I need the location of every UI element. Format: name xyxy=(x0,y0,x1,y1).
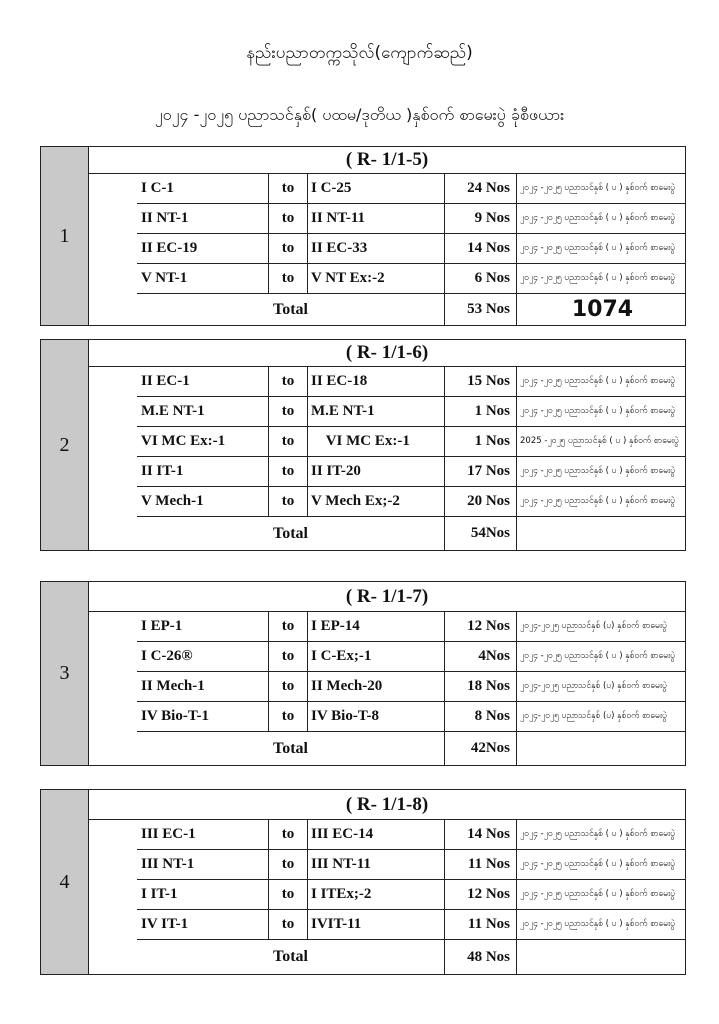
table-row xyxy=(137,457,685,487)
student-count: 11 Nos xyxy=(445,910,517,939)
room-block-4 xyxy=(40,789,686,975)
student-count: 6 Nos xyxy=(445,264,517,293)
roll-until: I C-Ex;-1 xyxy=(307,642,445,671)
student-count: 1 Nos xyxy=(445,397,517,426)
table-row xyxy=(137,427,685,457)
block-number: 1 xyxy=(41,147,89,325)
to-label: to xyxy=(281,373,295,389)
table-row xyxy=(137,397,685,427)
room-block-2 xyxy=(40,339,686,551)
student-count: 1 Nos xyxy=(445,427,517,456)
grand-total: 1074 xyxy=(571,297,634,322)
table-row xyxy=(137,234,685,264)
exam-note: ၂၀၂၄ -၂၀၂၅ ပညာသင်နှစ် ( ပ ) နှစ်ဝက် စာမေးပွဲ xyxy=(520,465,675,476)
table-row xyxy=(137,702,685,732)
table-row xyxy=(137,264,685,294)
exam-note: ၂၀၂၄ -၂၀၂၅ ပညာသင်နှစ် ( ပ ) နှစ်ဝက် စာမေးပွဲ xyxy=(520,405,675,416)
to-label: to xyxy=(281,648,295,664)
roll-from: M.E NT-1 xyxy=(137,397,269,426)
exam-note: ၂၀၂၄ -၂၀၂၅ ပညာသင်နှစ် ( ပ ) နှစ်ဝက် စာမေးပွဲ xyxy=(520,858,675,869)
total-label: Total xyxy=(137,517,445,550)
roll-until: II EC-33 xyxy=(307,234,445,263)
table-row xyxy=(137,204,685,234)
room-header: ( R- 1/1-5) xyxy=(89,147,685,174)
to-label: to xyxy=(281,618,295,634)
roll-until: III EC-14 xyxy=(307,820,445,849)
block-number: 3 xyxy=(41,582,89,765)
roll-from: I C-26® xyxy=(137,642,269,671)
to-label: to xyxy=(281,916,295,932)
student-count: 8 Nos xyxy=(445,702,517,731)
student-count: 12 Nos xyxy=(445,612,517,641)
roll-from: II Mech-1 xyxy=(137,672,269,701)
to-label: to xyxy=(281,678,295,694)
total-label: Total xyxy=(137,732,445,765)
to-label: to xyxy=(281,403,295,419)
block-number: 4 xyxy=(41,790,89,974)
roll-until: II NT-11 xyxy=(307,204,445,233)
to-label: to xyxy=(281,856,295,872)
exam-note: ၂၀၂၄-၂၀၂၅ ပညာသင်နှစ် (ပ) နှစ်ဝက် စာမေးပွဲ xyxy=(520,680,667,691)
total-empty-cell xyxy=(517,732,685,765)
student-count: 11 Nos xyxy=(445,850,517,879)
table-row xyxy=(137,820,685,850)
room-header: ( R- 1/1-8) xyxy=(89,790,685,820)
table-row xyxy=(137,174,685,204)
document-subtitle: ၂၀၂၄ -၂၀၂၅ ပညာသင်နှစ်( ပထမ/ဒုတိယ )နှစ်ဝက် စာမေးပွဲ ခုံစီဖယား xyxy=(154,105,565,124)
student-count: 24 Nos xyxy=(445,174,517,203)
to-label: to xyxy=(281,708,295,724)
total-row xyxy=(137,732,685,765)
roll-until: IV Bio-T-8 xyxy=(307,702,445,731)
roll-until: II EC-18 xyxy=(307,367,445,396)
table-row xyxy=(137,880,685,910)
room-header: ( R- 1/1-7) xyxy=(89,582,685,612)
total-label: Total xyxy=(137,940,445,974)
exam-note: ၂၀၂၄ -၂၀၂၅ ပညာသင်နှစ် ( ပ ) နှစ်ဝက် စာမေးပွဲ xyxy=(520,182,675,193)
student-count: 12 Nos xyxy=(445,880,517,909)
exam-note: ၂၀၂၄ -၂၀၂၅ ပညာသင်နှစ် ( ပ ) နှစ်ဝက် စာမေးပွဲ xyxy=(520,495,675,506)
total-count: 48 Nos xyxy=(445,940,517,974)
roll-from: V Mech-1 xyxy=(137,487,269,516)
student-count: 14 Nos xyxy=(445,234,517,263)
total-row xyxy=(137,294,685,325)
roll-from: III NT-1 xyxy=(137,850,269,879)
to-label: to xyxy=(281,826,295,842)
roll-from: IV Bio-T-1 xyxy=(137,702,269,731)
total-row xyxy=(137,940,685,974)
roll-until: I EP-14 xyxy=(307,612,445,641)
table-row xyxy=(137,910,685,940)
to-label: to xyxy=(281,210,295,226)
table-row xyxy=(137,367,685,397)
to-label: to xyxy=(281,886,295,902)
block-number: 2 xyxy=(41,340,89,550)
exam-note: ၂၀၂၄ -၂၀၂၅ ပညာသင်နှစ် ( ပ ) နှစ်ဝက် စာမေးပွဲ xyxy=(520,828,675,839)
exam-note: ၂၀၂၄ -၂၀၂၅ ပညာသင်နှစ် ( ပ ) နှစ်ဝက် စာမေးပွဲ xyxy=(520,375,675,386)
student-count: 4Nos xyxy=(445,642,517,671)
total-row xyxy=(137,517,685,550)
table-row xyxy=(137,850,685,880)
roll-from: II EC-1 xyxy=(137,367,269,396)
total-empty-cell xyxy=(517,940,685,974)
exam-note: ၂၀၂၄ -၂၀၂၅ ပညာသင်နှစ် ( ပ ) နှစ်ဝက် စာမေးပွဲ xyxy=(520,242,675,253)
roll-until: VI MC Ex:-1 xyxy=(307,427,445,456)
room-header: ( R- 1/1-6) xyxy=(89,340,685,367)
total-empty-cell xyxy=(517,517,685,550)
roll-until: V NT Ex:-2 xyxy=(307,264,445,293)
total-count: 53 Nos xyxy=(445,294,517,325)
student-count: 9 Nos xyxy=(445,204,517,233)
roll-from: VI MC Ex:-1 xyxy=(137,427,269,456)
exam-note: ၂၀၂၄ -၂၀၂၅ ပညာသင်နှစ် ( ပ ) နှစ်ဝက် စာမေးပွဲ xyxy=(520,918,675,929)
to-label: to xyxy=(281,433,295,449)
roll-until: II IT-20 xyxy=(307,457,445,486)
roll-until: V Mech Ex;-2 xyxy=(307,487,445,516)
exam-note: ၂၀၂၄ -၂၀၂၅ ပညာသင်နှစ် ( ပ ) နှစ်ဝက် စာမေးပွဲ xyxy=(520,212,675,223)
to-label: to xyxy=(281,493,295,509)
student-count: 15 Nos xyxy=(445,367,517,396)
table-row xyxy=(137,642,685,672)
roll-until: III NT-11 xyxy=(307,850,445,879)
roll-from: IV IT-1 xyxy=(137,910,269,939)
roll-from: I IT-1 xyxy=(137,880,269,909)
exam-note: 2025 -၂၀၂၅ ပညာသင်နှစ် ( ပ ) နှစ်ဝက် စာမေးပွဲ xyxy=(520,435,679,446)
student-count: 14 Nos xyxy=(445,820,517,849)
roll-until: I ITEx;-2 xyxy=(307,880,445,909)
roll-until: M.E NT-1 xyxy=(307,397,445,426)
roll-from: II NT-1 xyxy=(137,204,269,233)
to-label: to xyxy=(281,270,295,286)
table-row xyxy=(137,672,685,702)
roll-from: II EC-19 xyxy=(137,234,269,263)
exam-note: ၂၀၂၄ -၂၀၂၅ ပညာသင်နှစ် ( ပ ) နှစ်ဝက် စာမေးပွဲ xyxy=(520,650,675,661)
to-label: to xyxy=(281,180,295,196)
table-row xyxy=(137,487,685,517)
exam-note: ၂၀၂၄ -၂၀၂၅ ပညာသင်နှစ် ( ပ ) နှစ်ဝက် စာမေးပွဲ xyxy=(520,888,675,899)
roll-until: IVIT-11 xyxy=(307,910,445,939)
roll-from: V NT-1 xyxy=(137,264,269,293)
to-label: to xyxy=(281,240,295,256)
roll-until: I C-25 xyxy=(307,174,445,203)
total-label: Total xyxy=(137,294,445,325)
room-block-3 xyxy=(40,581,686,766)
exam-note: ၂၀၂၄-၂၀၂၅ ပညာသင်နှစ် (ပ) နှစ်ဝက် စာမေးပွဲ xyxy=(520,620,667,631)
room-block-1 xyxy=(40,146,686,326)
roll-until: II Mech-20 xyxy=(307,672,445,701)
to-label: to xyxy=(281,463,295,479)
student-count: 18 Nos xyxy=(445,672,517,701)
table-row xyxy=(137,612,685,642)
total-count: 42Nos xyxy=(445,732,517,765)
total-count: 54Nos xyxy=(445,517,517,550)
student-count: 17 Nos xyxy=(445,457,517,486)
roll-from: II IT-1 xyxy=(137,457,269,486)
exam-note: ၂၀၂၄-၂၀၂၅ ပညာသင်နှစ် (ပ) နှစ်ဝက် စာမေးပွဲ xyxy=(520,710,667,721)
roll-from: I EP-1 xyxy=(137,612,269,641)
document-title: နည်းပညာတက္ကသိုလ်(ကျောက်ဆည်) xyxy=(246,43,473,63)
student-count: 20 Nos xyxy=(445,487,517,516)
roll-from: I C-1 xyxy=(137,174,269,203)
roll-from: III EC-1 xyxy=(137,820,269,849)
exam-note: ၂၀၂၄ -၂၀၂၅ ပညာသင်နှစ် ( ပ ) နှစ်ဝက် စာမေးပွဲ xyxy=(520,272,675,283)
